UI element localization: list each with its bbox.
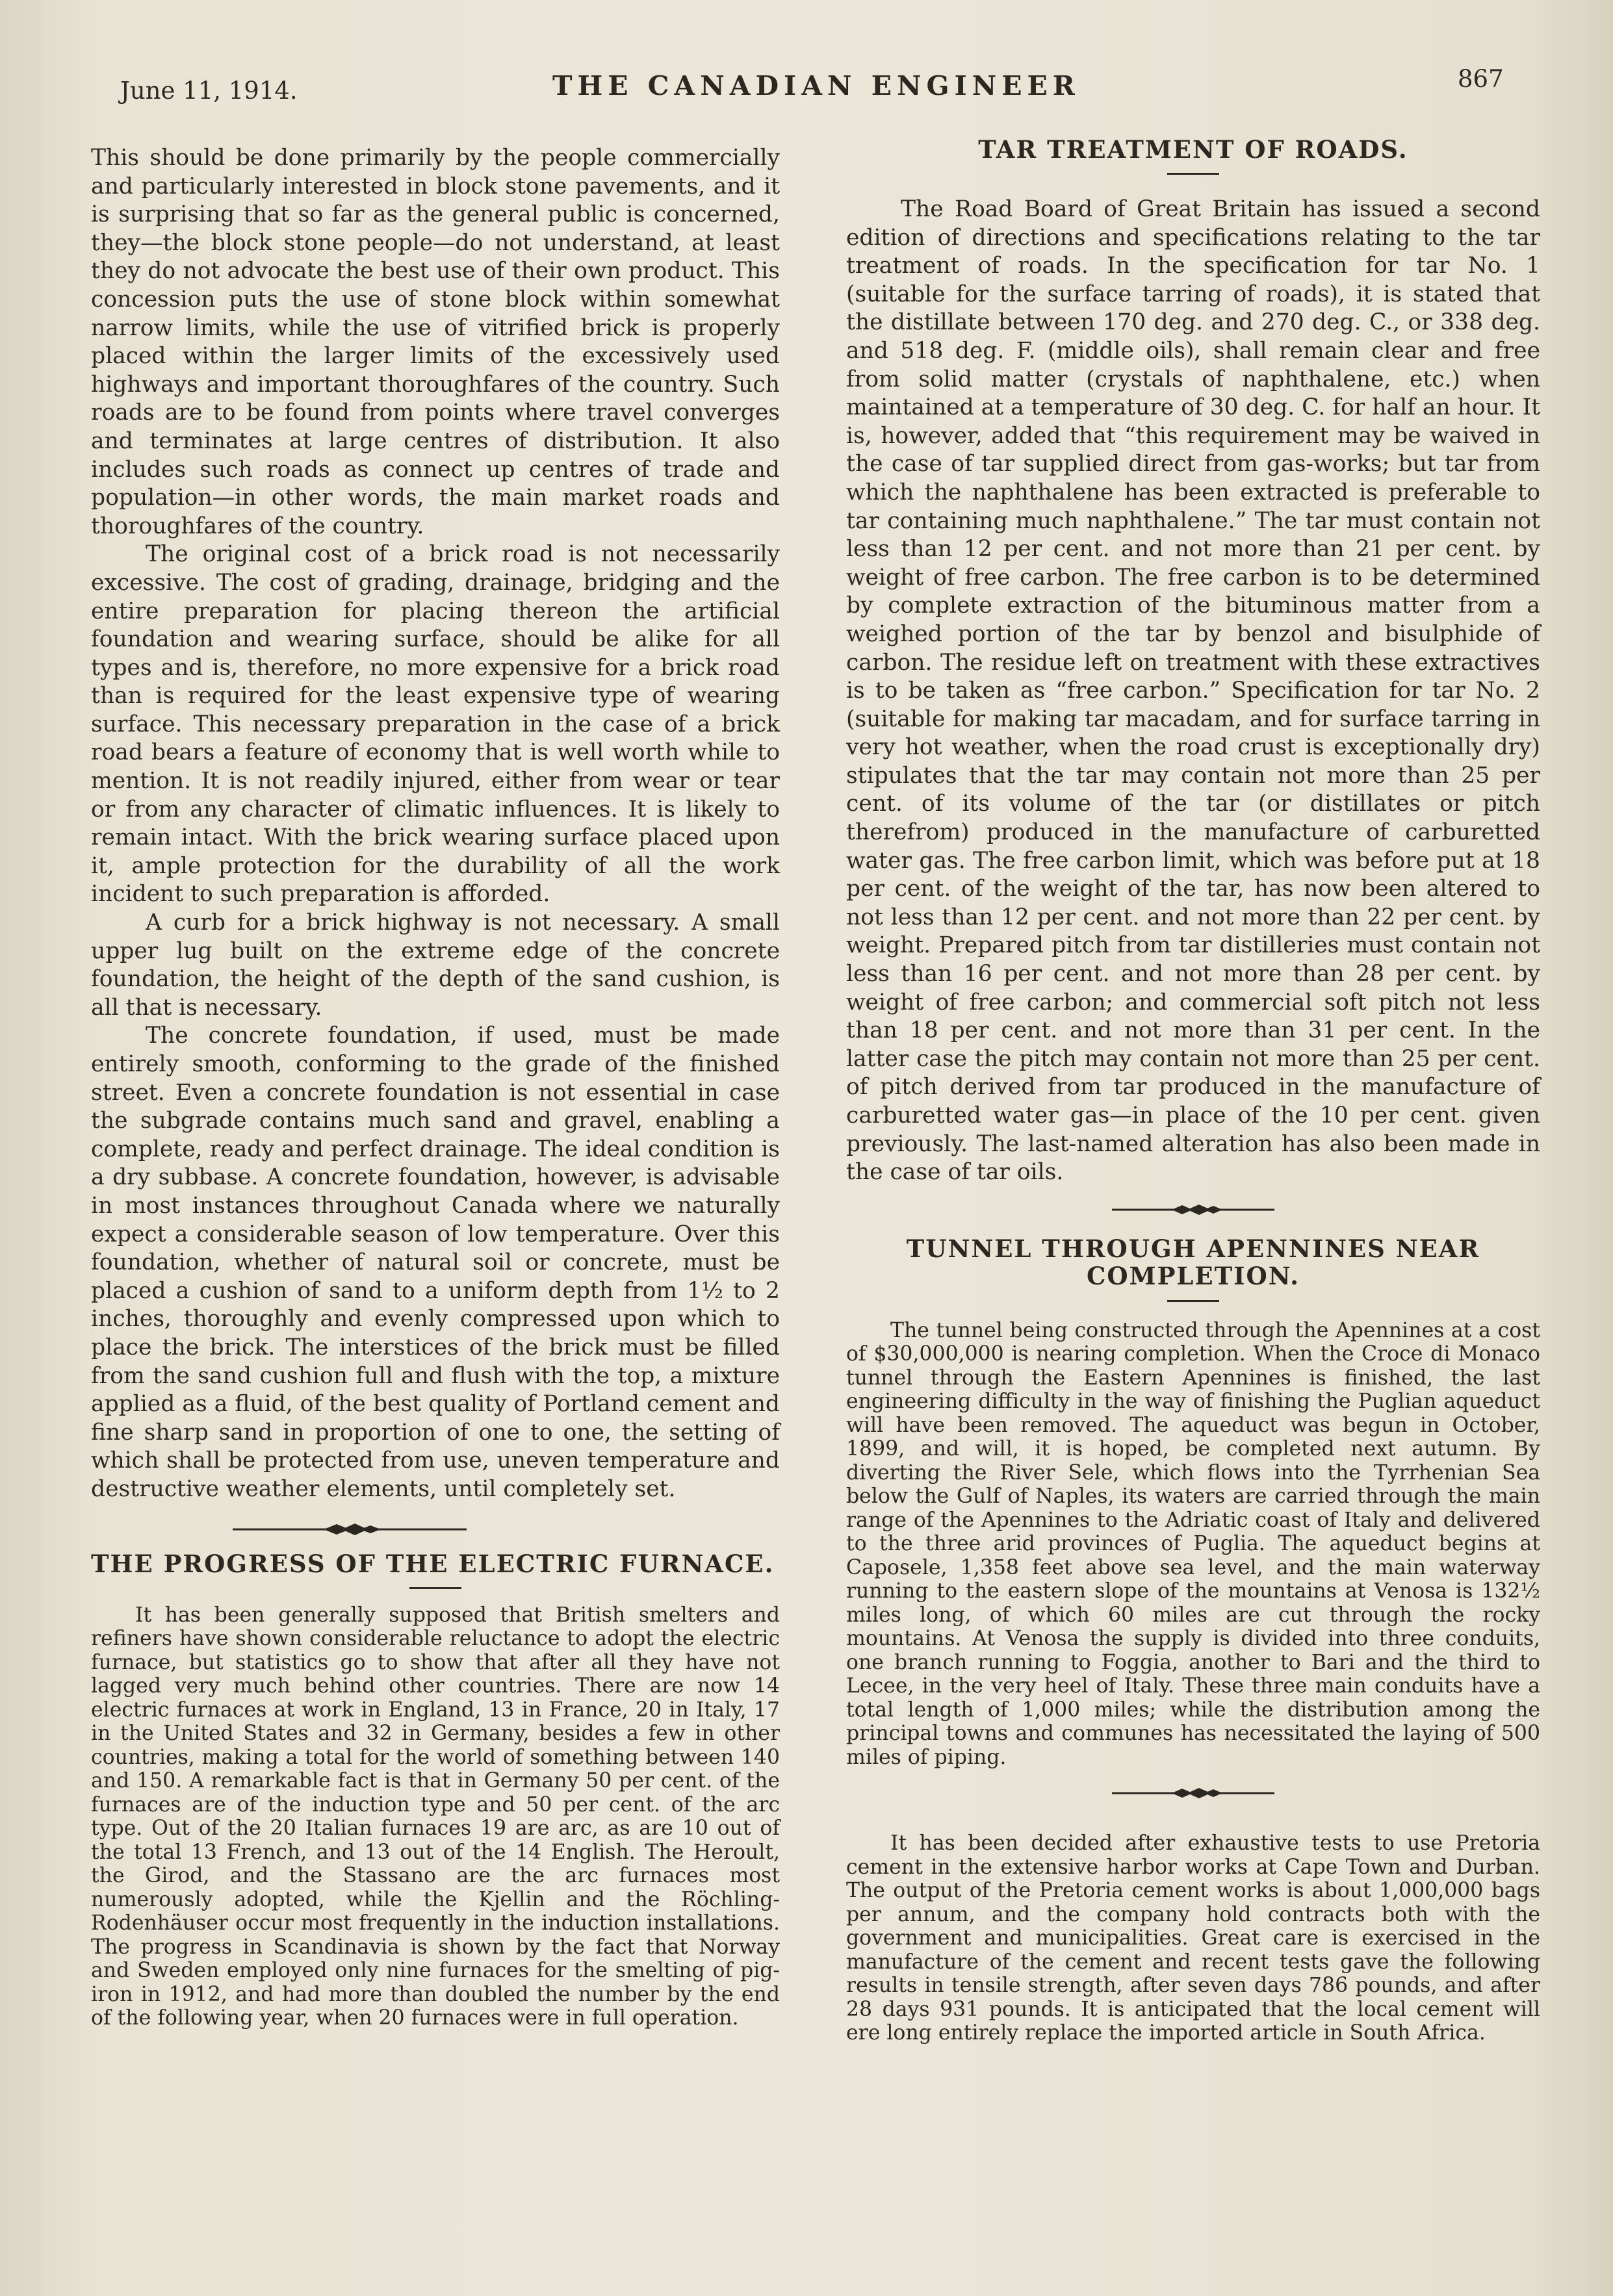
article-paragraph: The concrete foundation, if used, must be made entirely smooth, conforming to the grade of the finished street. Even a concrete foundation is not essential in case the subgrade contains much sand and gravel, enabling a complete, ready and perfect drainage. The ideal condition is a dry subbase. A concrete foundation, however, is advisable in most instances throughout Canada where we naturally expect a considerable season of low temperature. Over this foundation, whether of natural soil or concrete, must be placed a cushion of sand to a uniform depth from 1½ to 2 inches, thoroughly and evenly compressed upon which to place the brick. The interstices of the brick must be filled from the sand cushion full and flush with the top, a mixture applied as a fluid, of the best quality of Portland cement and fine sharp sand in proportion of one to one, the setting of which shall be protected from use, uneven temperature and destructive weather elements, until completely set. — [91, 1023, 780, 1502]
article-paragraph: The original cost of a brick road is not necessarily excessive. The cost of grading, drainage, bridging and the entire preparation for placing thereon the artificial foundation and wearing surface, should be alike for all types and is, therefore, no more expensive for a brick road than is required for the least expensive type of wearing surface. This necessary preparation in the case of a brick road bears a feature of economy that is well worth while to mention. It is not readily injured, either from wear or tear or from any character of climatic influences. It is likely to remain intact. With the brick wearing surface placed upon it, ample protection for the durability of all the work incident to such preparation is afforded. — [91, 541, 780, 908]
right-column — [846, 135, 1540, 2045]
tunnel-article — [846, 1319, 1540, 1770]
article-paragraph: This should be done primarily by the people commercially and particularly interested in block stone pavements, and it is surprising that so far as the general public is concerned, they—the block stone people—do not understand, at least they do not advocate the best use of their own product. This concession puts the use of stone block within somewhat narrow limits, while the use of vitrified brick is properly placed within the larger limits of the excessively used highways and important thoroughfares of the country. Such roads are to be found from points where travel converges and terminates at large centres of distribution. It also includes such roads as connect up centres of trade and population—in other words, the main market roads and thoroughfares of the country. — [91, 145, 780, 539]
journal-title: THE CANADIAN ENGINEER — [552, 70, 1080, 101]
article-paragraph: The Road Board of Great Britain has issued a second edition of directions and specifications relating to the tar treatment of roads. In the specification for tar No. 1 (suitable for the surface tarring of roads), it is stated that the distillate between 170 deg. and 270 deg. C., or 338 deg. and 518 deg. F. (middle oils), shall remain clear and free from solid matter (crystals of naphthalene, etc.) when maintained at a temperature of 30 deg. C. for half an hour. It is, however, added that “this requirement may be waived in the case of tar supplied direct from gas-works; but tar from which the naphthalene has been extracted is preferable to tar containing much naphthalene.” The tar must contain not less than 12 per cent. and not more than 21 per cent. by weight of free carbon. The free carbon is to be determined by complete extraction of the bituminous matter from a weighed portion of the tar by benzol and bisulphide of carbon. The residue left on treatment with these extractives is to be taken as “free carbon.” Specification for tar No. 2 (suitable for making tar macadam, and for surface tarring in very hot weather, when the road crust is exceptionally dry) stipulates that the tar may contain not more than 25 per cent. of its volume of the tar (or distillates or pitch therefrom) produced in the manufacture of carburetted water gas. The free carbon limit, which was before put at 18 per cent. of the weight of the tar, has now been altered to not less than 12 per cent. and not more than 22 per cent. by weight. Prepared pitch from tar distilleries must contain not less than 16 per cent. and not more than 28 per cent. by weight of free carbon; and commercial soft pitch not less than 18 per cent. and not more than 31 per cent. In the latter case the pitch may contain not more than 25 per cent. of pitch derived from tar produced in the manufacture of carburetted water gas—in place of the 10 per cent. given previously. The last-named alteration has also been made in the case of tar oils. — [846, 196, 1540, 1186]
tar-heading: TAR TREATMENT OF ROADS. — [978, 135, 1408, 164]
article-paragraph: A curb for a brick highway is not necessary. A small upper lug built on the extreme edge of the concrete foundation, the height of the depth of the sand cushion, is all that is necessary. — [91, 910, 780, 1021]
heading-rule — [1167, 1300, 1219, 1302]
page-header — [0, 0, 1613, 130]
pretoria-article — [846, 1831, 1540, 2045]
furnace-article — [91, 1603, 780, 2030]
article-paragraph: It has been decided after exhaustive tests to use Pretoria cement in the extensive harbor works at Cape Town and Durban. The output of the Pretoria cement works is about 1,000,000 bags per annum, and the company hold contracts both with the government and municipalities. Great care is exercised in the manufacture of the cement and recent tests gave the following results in tensile strength, after seven days 786 pounds, and after 28 days 931 pounds. It is anticipated that the local cement will ere long entirely replace the imported article in South Africa. — [846, 1831, 1540, 2045]
section-ornament — [1112, 1783, 1274, 1803]
left-column — [91, 144, 780, 2030]
heading-rule — [1167, 173, 1219, 175]
tar-section — [846, 135, 1540, 1187]
tunnel-heading: TUNNEL THROUGH APENNINES NEAR COMPLETION. — [906, 1234, 1480, 1290]
issue-date: June 11, 1914. — [120, 77, 298, 105]
article-paragraph: It has been generally supposed that British smelters and refiners have shown considerable reluctance to adopt the electric furnace, but statistics go to show that after all they have not lagged very much behind other countries. There are now 14 electric furnaces at work in England, 13 in France, 20 in Italy, 17 in the United States and 32 in Germany, besides a few in other countries, making a total for the world of something between 140 and 150. A remarkable fact is that in Germany 50 per cent. of the furnaces are of the induction type and 50 per cent. of the arc type. Out of the 20 Italian furnaces 19 are arc, as are 10 out of the total 13 French, and 13 out of the 14 English. The Heroult, the Girod, and the Stassano are the arc furnaces most numerously adopted, while the Kjellin and the Röchling-Rodenhäuser occur most frequently in the induction installations. The progress in Scandinavia is shown by the fact that Norway and Sweden employed only nine furnaces for the smelting of pig-iron in 1912, and had more than doubled the number by the end of the following year, when 20 furnaces were in full operation. — [91, 1603, 780, 2030]
furnace-heading: THE PROGRESS OF THE ELECTRIC FURNACE. — [91, 1549, 775, 1578]
article-paragraph: The tunnel being constructed through the Apennines at a cost of $30,000,000 is nearing completion. When the Croce di Monaco tunnel through the Eastern Apennines is finished, the last engineering difficulty in the way of finishing the Puglian aqueduct will have been removed. The aqueduct was begun in October, 1899, and will, it is hoped, be completed next autumn. By diverting the River Sele, which flows into the Tyrrhenian Sea below the Gulf of Naples, its waters are carried through the main range of the Apennines to the Adriatic coast of Italy and delivered to the three arid provinces of Puglia. The aqueduct begins at Caposele, 1,358 feet above sea level, and the main waterway running to the eastern slope of the mountains at Venosa is 132½ miles long, of which 60 miles are cut through the rocky mountains. At Venosa the supply is divided into three conduits, one branch running to Foggia, another to Bari and the third to Lecee, in the very heel of Italy. These three main conduits have a total length of 1,000 miles; while the distribution among the principal towns and communes has necessitated the laying of 500 miles of piping. — [846, 1318, 1540, 1769]
block-stone-article — [91, 144, 780, 1504]
page-number: 867 — [1458, 65, 1504, 93]
section-ornament — [233, 1518, 467, 1540]
tar-article — [846, 196, 1540, 1187]
heading-rule — [409, 1587, 461, 1589]
section-ornament — [1112, 1200, 1274, 1219]
